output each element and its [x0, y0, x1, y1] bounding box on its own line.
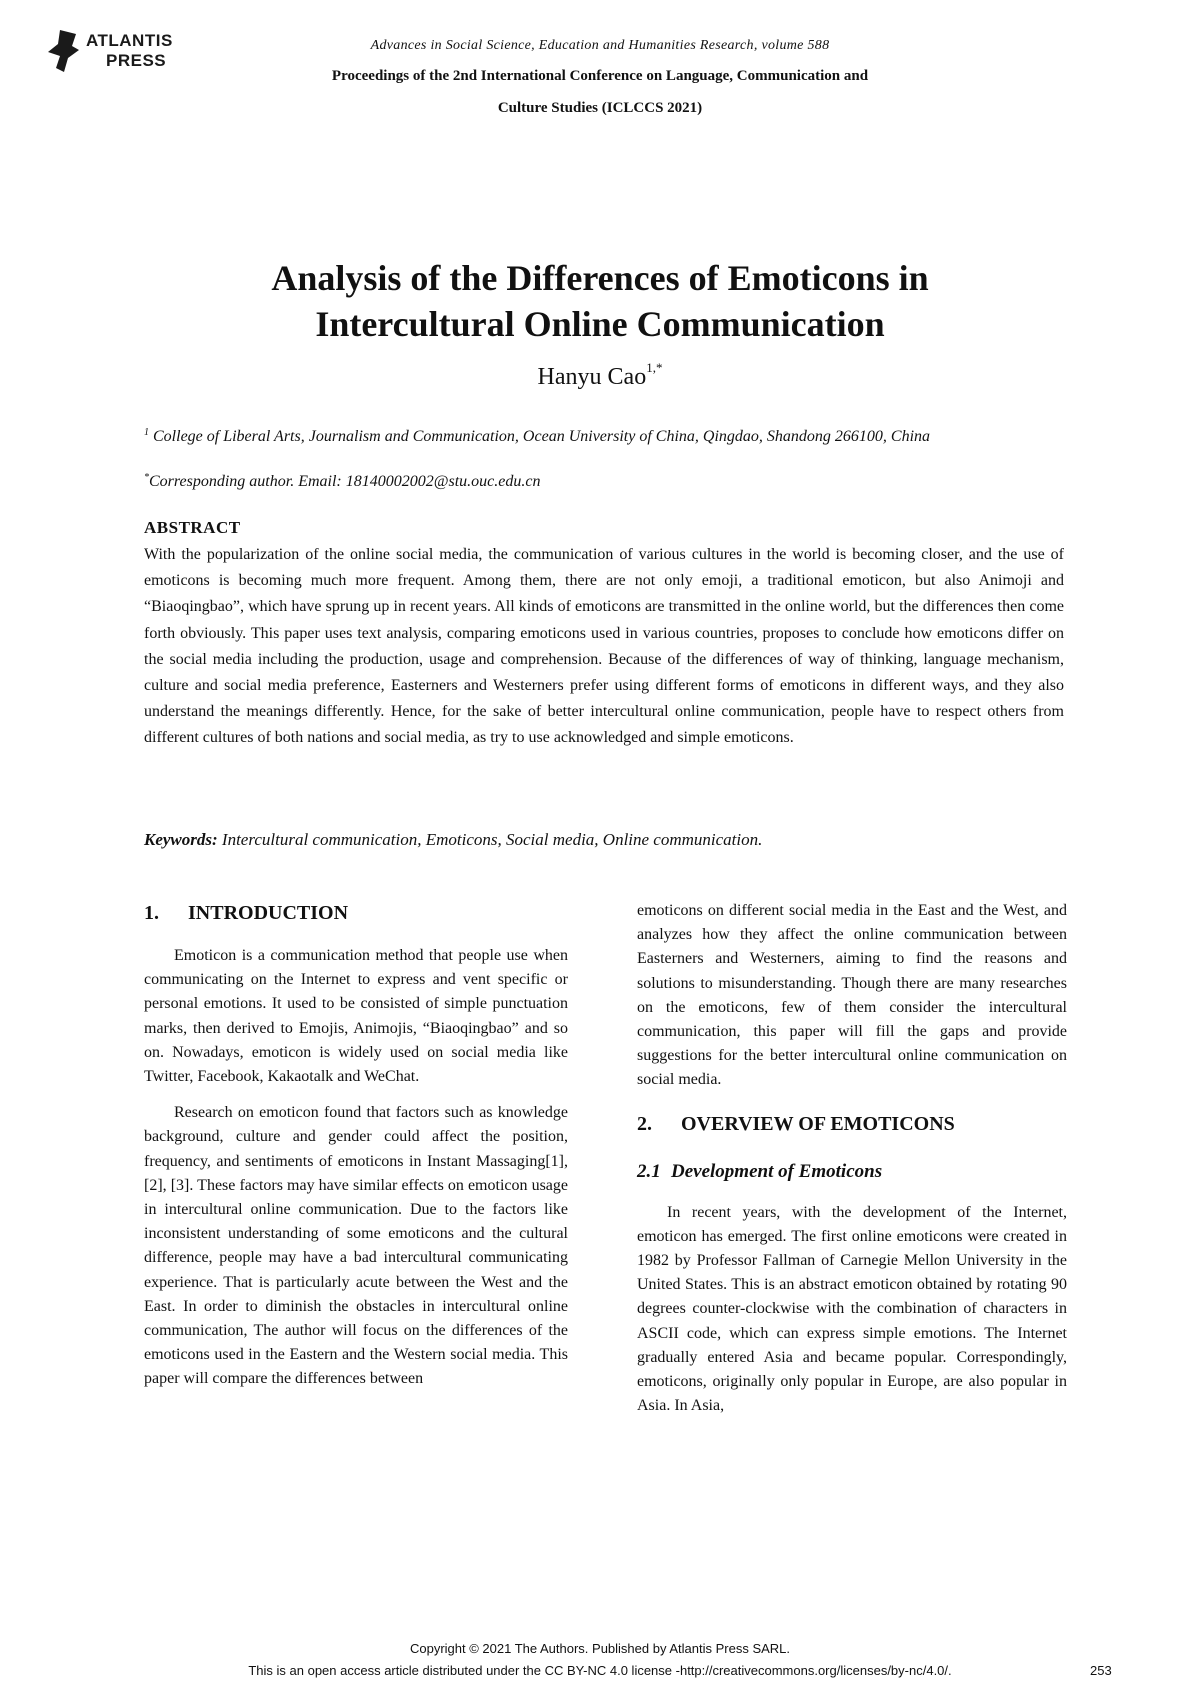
logo-word-atlantis: ATLANTIS: [86, 31, 173, 50]
paper-title-line1: Analysis of the Differences of Emoticons in: [271, 258, 929, 298]
section-heading-overview: [637, 1111, 1067, 1137]
section-title: OVERVIEW OF EMOTICONS: [681, 1112, 955, 1135]
keywords-label: Keywords:: [144, 830, 218, 849]
footer-copyright: Copyright © 2021 The Authors. Published by Atlantis Press SARL.: [409, 1641, 791, 1656]
intro-paragraph-2: Research on emoticon found that factors such as knowledge background, culture and gender could affect the position, frequency, and sentiments of emoticons in Instant Massaging[1], [2], [3]. These factors may have similar effects on emoticon usage in intercultural online communication. Due to the factors like inconsistent understanding of some emoticons and the cultural difference, people may have a bad intercultural communicating experience. That is particularly acute between the West and the East. In order to diminish the obstacles in intercultural online communication, The author will focus on the differences of the emoticons used in the Eastern and the Western social media. This paper will compare the differences between: [144, 1104, 568, 1388]
development-paragraph-1: In recent years, with the development of the Internet, emoticon has emerged. The first online emoticons were created in 1982 by Professor Fallman of Carnegie Mellon University in the United States. This is an abstract emoticon obtained by rotating 90 degrees counter-clockwise with the combination of characters in ASCII code, which can express simple emotions. The Internet gradually entered Asia and became popular. Correspondingly, emoticons, originally only popular in Europe, are also popular in Asia. In Asia,: [637, 1203, 1067, 1415]
atlantis-press-logo-mark: [46, 28, 80, 74]
abstract-text: With the popularization of the online social media, the communication of various cultures in the world is becoming closer, and the use of emoticons is becoming much more frequent. Among them, there are not only emoji, a traditional emoticon, but also Animoji and “Biaoqingbao”, which have sprung up in recent years. All kinds of emoticons are transmitted in the online world, but the differences then come forth obviously. This paper uses text analysis, comparing emoticons used in various countries, proposes to conclude how emoticons differ on the social media including the production, usage and comprehension. Because of the differences of way of thinking, language mechanism, culture and social media preference, Easterners and Westerners prefer using different forms of emoticons in different ways, and they also understand the meanings differently. Hence, for the sake of better intercultural online communication, people have to respect others from different cultures of both nations and social media, as try to use acknowledged and simple emoticons.: [144, 546, 1064, 747]
page-number: 253: [1090, 1663, 1112, 1678]
left-column: [144, 900, 568, 1392]
corresponding-text: Corresponding author. Email: 18140002002@stu.ouc.edu.cn: [149, 473, 541, 490]
author-affiliation-marker: 1,*: [646, 360, 663, 375]
affiliation-text: College of Liberal Arts, Journalism and Communication, Ocean University of China, Qingdao, Shandong 266100, China: [153, 428, 931, 445]
abstract-heading: ABSTRACT: [144, 518, 241, 537]
intro-paragraph-1: Emoticon is a communication method that people use when communicating on the Internet to express and vent specific or personal emotions. It used to be consisted of simple punctuation marks, then derived to Emojis, Animojis, “Biaoqingbao” and so on. Nowadays, emoticon is widely used on social media like Twitter, Facebook, Kakaotalk and WeChat.: [144, 947, 568, 1086]
right-column: [637, 899, 1067, 1418]
paper-title: [100, 255, 1100, 347]
corresponding-author: [144, 472, 540, 491]
proceedings-title-line1: Proceedings of the 2nd International Conference on Language, Communication and: [331, 68, 869, 84]
section-number: 1.: [144, 902, 159, 924]
section-number: 2.: [637, 1112, 652, 1135]
author-line: [100, 360, 1100, 391]
subsection-number: 2.1: [637, 1160, 661, 1182]
series-title: Advances in Social Science, Education and Humanities Research, volume 588: [370, 38, 830, 53]
paper-title-line2: Intercultural Online Communication: [315, 304, 885, 344]
section-title: INTRODUCTION: [188, 902, 349, 924]
keywords: [144, 830, 1064, 850]
author-name: Hanyu Cao: [537, 364, 647, 390]
affiliation-marker: 1: [144, 427, 149, 438]
publisher-logo: [46, 26, 186, 76]
subsection-title: Development of Emoticons: [671, 1160, 883, 1182]
corresponding-marker: *: [144, 472, 149, 483]
footer-license: This is an open access article distributed under the CC BY-NC 4.0 license -http://creativecommons.org/licenses/by-nc/4.0/.: [248, 1663, 952, 1678]
proceedings-title-line2: Culture Studies (ICLCCS 2021): [497, 100, 703, 116]
keywords-text: Intercultural communication, Emoticons, Social media, Online communication.: [221, 830, 763, 849]
subsection-heading-development: [637, 1159, 1067, 1185]
intro-paragraph-3: emoticons on different social media in the East and the West, and analyzes how they affect the online communication between Easterners and Westerners, aiming to find the reasons and solutions to misunderstanding. Though there are many researches on the emoticons, few of them consider the intercultural communication, this paper will fill the gaps and provide suggestions for the better intercultural online communication on social media.: [637, 902, 1067, 1089]
affiliation: [144, 421, 1044, 448]
section-heading-introduction: [144, 900, 568, 926]
logo-word-press: PRESS: [106, 51, 167, 70]
